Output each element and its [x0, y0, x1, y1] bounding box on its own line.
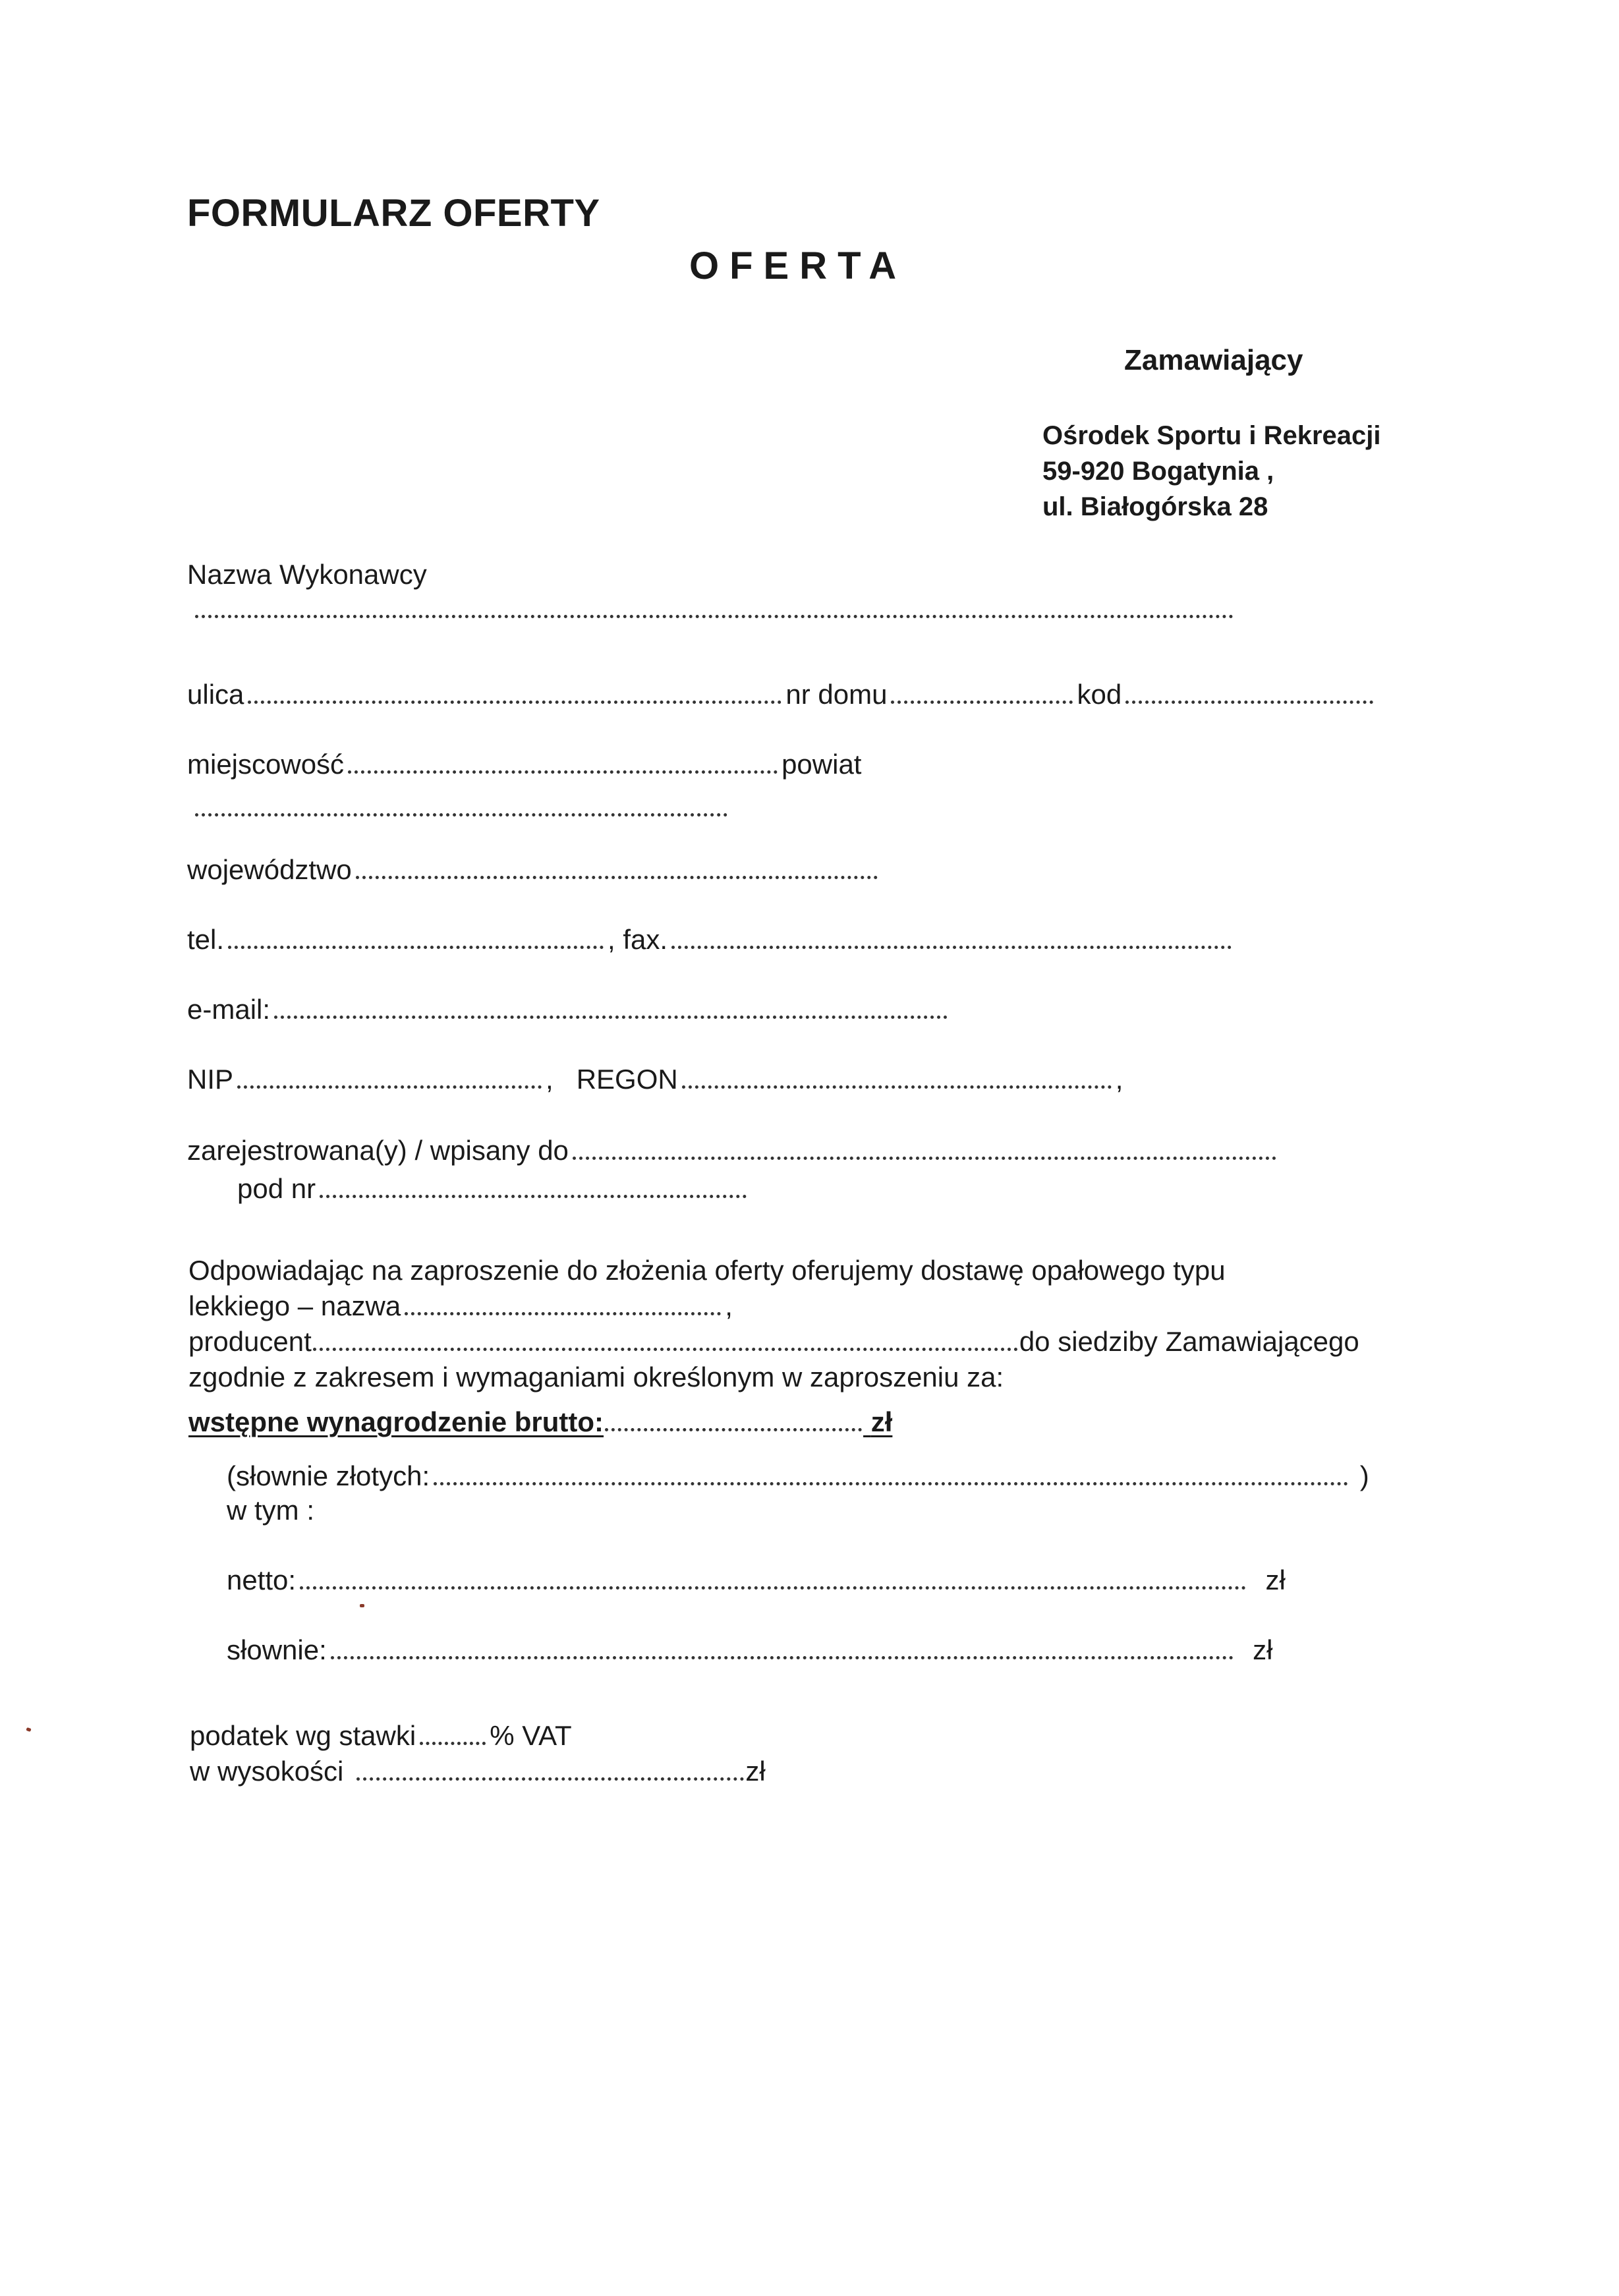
producer-field[interactable] [313, 1348, 1018, 1351]
city-row [187, 749, 861, 780]
vat-amount-field[interactable] [356, 1777, 744, 1781]
tel-field[interactable] [228, 946, 604, 949]
reg-no-field[interactable] [320, 1195, 747, 1198]
vat-rate-row [190, 1720, 572, 1752]
scan-speck [360, 1604, 364, 1607]
county-label: powiat [781, 749, 862, 780]
contractor-name-field[interactable] [191, 610, 1237, 621]
voivodeship-field[interactable] [356, 876, 878, 879]
regon-field[interactable] [682, 1085, 1112, 1089]
gross-label: wstępne wynagrodzenie brutto: [188, 1406, 604, 1437]
delivery-destination: do siedziby Zamawiającego [1019, 1326, 1359, 1357]
voivodeship-row [187, 854, 882, 886]
postal-code-label: kod [1077, 679, 1122, 710]
including-label: w tym : [227, 1495, 314, 1526]
regon-separator: , [1115, 1064, 1123, 1095]
gross-words-row [227, 1460, 1369, 1492]
vat-rate-label: podatek wg stawki [190, 1720, 416, 1751]
offer-line-4: zgodnie z zakresem i wymaganiami określonym w zaproszeniu za: [188, 1362, 1004, 1392]
contractor-name-label: Nazwa Wykonawcy [187, 559, 427, 590]
email-field[interactable] [274, 1016, 948, 1019]
street-field[interactable] [248, 701, 781, 704]
producer-label: producent [188, 1326, 312, 1357]
city-field[interactable] [348, 770, 778, 774]
voivodeship-label: województwo [187, 854, 352, 885]
gross-words-field[interactable] [434, 1482, 1348, 1485]
form-title: FORMULARZ OFERTY [187, 192, 600, 235]
regon-label: REGON [576, 1064, 678, 1095]
gross-remuneration-row [188, 1406, 892, 1438]
email-row [187, 994, 952, 1025]
net-field[interactable] [300, 1586, 1246, 1590]
tel-separator: , [608, 924, 615, 955]
fax-field[interactable] [671, 946, 1232, 949]
phone-row [187, 924, 1236, 956]
product-name-field[interactable] [405, 1312, 721, 1315]
scan-speck [26, 1727, 31, 1732]
product-name-label: lekkiego – nazwa [188, 1290, 401, 1321]
vat-amount-label: w wysokości [190, 1756, 344, 1787]
recipient-label: Zamawiający [1124, 344, 1303, 376]
street-label: ulica [187, 679, 244, 710]
reg-no-label: pod nr [237, 1173, 316, 1204]
house-no-label: nr domu [785, 679, 888, 710]
offer-line-3 [188, 1326, 1359, 1358]
product-name-separator: , [725, 1290, 733, 1321]
registration-number-row [237, 1173, 751, 1205]
nip-field[interactable] [237, 1085, 542, 1089]
offer-heading: OFERTA [689, 244, 907, 287]
offer-line-1: Odpowiadając na zaproszenie do złożenia oferty oferujemy dostawę opałowego typu [188, 1255, 1226, 1286]
recipient-line: ul. Białogórska 28 [1042, 492, 1268, 521]
net-words-row [227, 1634, 1272, 1666]
nip-label: NIP [187, 1064, 234, 1095]
registered-field[interactable] [573, 1157, 1276, 1160]
offer-line-2 [188, 1290, 733, 1322]
gross-unit: zł [870, 1406, 893, 1437]
net-words-label: słownie: [227, 1634, 327, 1665]
tax-id-row [187, 1064, 1123, 1095]
county-field[interactable] [191, 808, 731, 820]
net-label: netto: [227, 1564, 297, 1595]
address-row [187, 679, 1377, 710]
gross-amount-field[interactable] [605, 1428, 862, 1431]
net-row [227, 1564, 1286, 1596]
gross-words-close: ) [1359, 1460, 1369, 1491]
fax-label: fax. [623, 924, 668, 955]
city-label: miejscowość [187, 749, 345, 780]
vat-amount-row [190, 1756, 766, 1787]
vat-amount-unit: zł [745, 1756, 766, 1787]
house-no-field[interactable] [891, 701, 1073, 704]
net-words-unit: zł [1253, 1634, 1273, 1665]
email-label: e-mail: [187, 994, 271, 1025]
nip-separator: , [546, 1064, 554, 1095]
gross-words-label: (słownie złotych: [227, 1460, 430, 1491]
registered-label: zarejestrowana(y) / wpisany do [187, 1135, 569, 1166]
recipient-line: 59-920 Bogatynia , [1042, 457, 1274, 486]
recipient-address [1042, 418, 1381, 525]
registration-row [187, 1135, 1280, 1166]
postal-code-field[interactable] [1125, 701, 1373, 704]
net-words-field[interactable] [331, 1656, 1234, 1659]
vat-rate-field[interactable] [420, 1742, 486, 1745]
recipient-line: Ośrodek Sportu i Rekreacji [1042, 421, 1381, 450]
net-unit: zł [1265, 1564, 1286, 1595]
tel-label: tel. [187, 924, 225, 955]
vat-rate-unit: % VAT [490, 1720, 572, 1751]
